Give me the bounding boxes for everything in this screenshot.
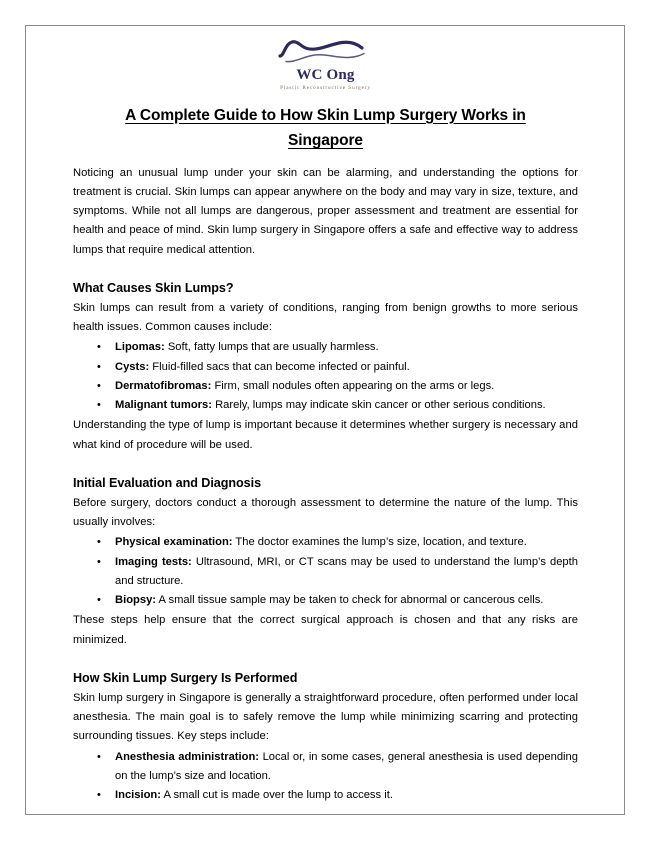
list-item-lead: Incision: bbox=[115, 789, 161, 802]
page-title-line-2: Singapore bbox=[288, 132, 363, 150]
list-item-text: Fluid-filled sacs that can become infected or painful. bbox=[149, 360, 410, 373]
page-title bbox=[73, 103, 578, 154]
list-item-lead: Anesthesia administration: bbox=[115, 750, 260, 763]
section-1-bullet-list bbox=[73, 338, 578, 415]
list-item-text: Local or, in some cases, general anesthesia is used depending on the lump’s size and location. bbox=[115, 750, 578, 782]
list-item bbox=[115, 377, 578, 396]
list-item bbox=[115, 358, 578, 377]
section-heading-3: How Skin Lump Surgery Is Performed bbox=[73, 670, 298, 685]
company-logo bbox=[73, 30, 578, 91]
list-item-lead: Imaging tests: bbox=[115, 555, 192, 568]
list-item-lead: Lipomas: bbox=[115, 341, 165, 354]
list-item-lead: Physical examination: bbox=[115, 536, 233, 549]
section-3-bullet-list bbox=[73, 748, 578, 806]
section-3-intro: Skin lump surgery in Singapore is generally a straightforward procedure, often performed under local anesthesia. The main goal is to safely remove the lump while minimizing scarring and protecting surrounding tissues. Key steps include: bbox=[73, 691, 578, 743]
list-item-text: A small tissue sample may be taken to check for abnormal or cancerous cells. bbox=[156, 594, 544, 607]
list-item bbox=[115, 338, 578, 357]
section-2-bullet-list bbox=[73, 533, 578, 610]
list-item-lead: Cysts: bbox=[115, 360, 150, 373]
list-item-lead: Dermatofibromas: bbox=[115, 379, 212, 392]
list-item bbox=[115, 396, 578, 415]
list-item-text: Firm, small nodules often appearing on the arms or legs. bbox=[211, 379, 495, 392]
logo-company-name: WC Ong bbox=[296, 67, 355, 83]
section-heading-2: Initial Evaluation and Diagnosis bbox=[73, 475, 262, 490]
list-item-text: Ultrasound, MRI, or CT scans may be used to understand the lump’s depth and structure. bbox=[115, 555, 578, 587]
section-1-intro: Skin lumps can result from a variety of conditions, ranging from benign growths to more serious health issues. Common causes include: bbox=[73, 301, 578, 334]
section-2-outro: These steps help ensure that the correct surgical approach is chosen and that any risks are minimized. bbox=[73, 614, 578, 646]
list-item bbox=[115, 591, 578, 610]
list-item-text: A small cut is made over the lump to access it. bbox=[161, 789, 393, 802]
list-item bbox=[115, 553, 578, 592]
logo-tagline: Plastic Reconstructive Surgery bbox=[280, 84, 371, 91]
list-item-text: Soft, fatty lumps that are usually harmless. bbox=[164, 341, 379, 354]
section-heading-1: What Causes Skin Lumps? bbox=[73, 280, 234, 295]
list-item bbox=[115, 533, 578, 552]
list-item-text: The doctor examines the lump’s size, location, and texture. bbox=[232, 536, 527, 549]
section-2-intro: Before surgery, doctors conduct a thorough assessment to determine the nature of the lump. This usually involves: bbox=[73, 496, 578, 529]
page-title-line-1: A Complete Guide to How Skin Lump Surgery Works in bbox=[125, 106, 526, 124]
list-item-text: Rarely, lumps may indicate skin cancer or other serious conditions. bbox=[211, 399, 546, 412]
wave-swoosh-icon bbox=[274, 36, 378, 66]
list-item bbox=[115, 748, 578, 787]
section-1-outro: Understanding the type of lump is important because it determines whether surgery is necessary and what kind of procedure will be used. bbox=[73, 419, 578, 451]
intro-paragraph: Noticing an unusual lump under your skin can be alarming, and understanding the options for treatment is crucial. Skin lumps can appear anywhere on the body and may vary in size, texture, and symptoms. While not all lumps are dangerous, proper assessment and treatment are essential for health and peace of mind. Skin lump surgery in Singapore offers a safe and effective way to address lumps that require medical attention. bbox=[73, 166, 578, 256]
list-item bbox=[115, 786, 578, 805]
list-item-lead: Biopsy: bbox=[115, 594, 157, 607]
list-item-lead: Malignant tumors: bbox=[115, 399, 212, 412]
document-content bbox=[73, 30, 578, 806]
